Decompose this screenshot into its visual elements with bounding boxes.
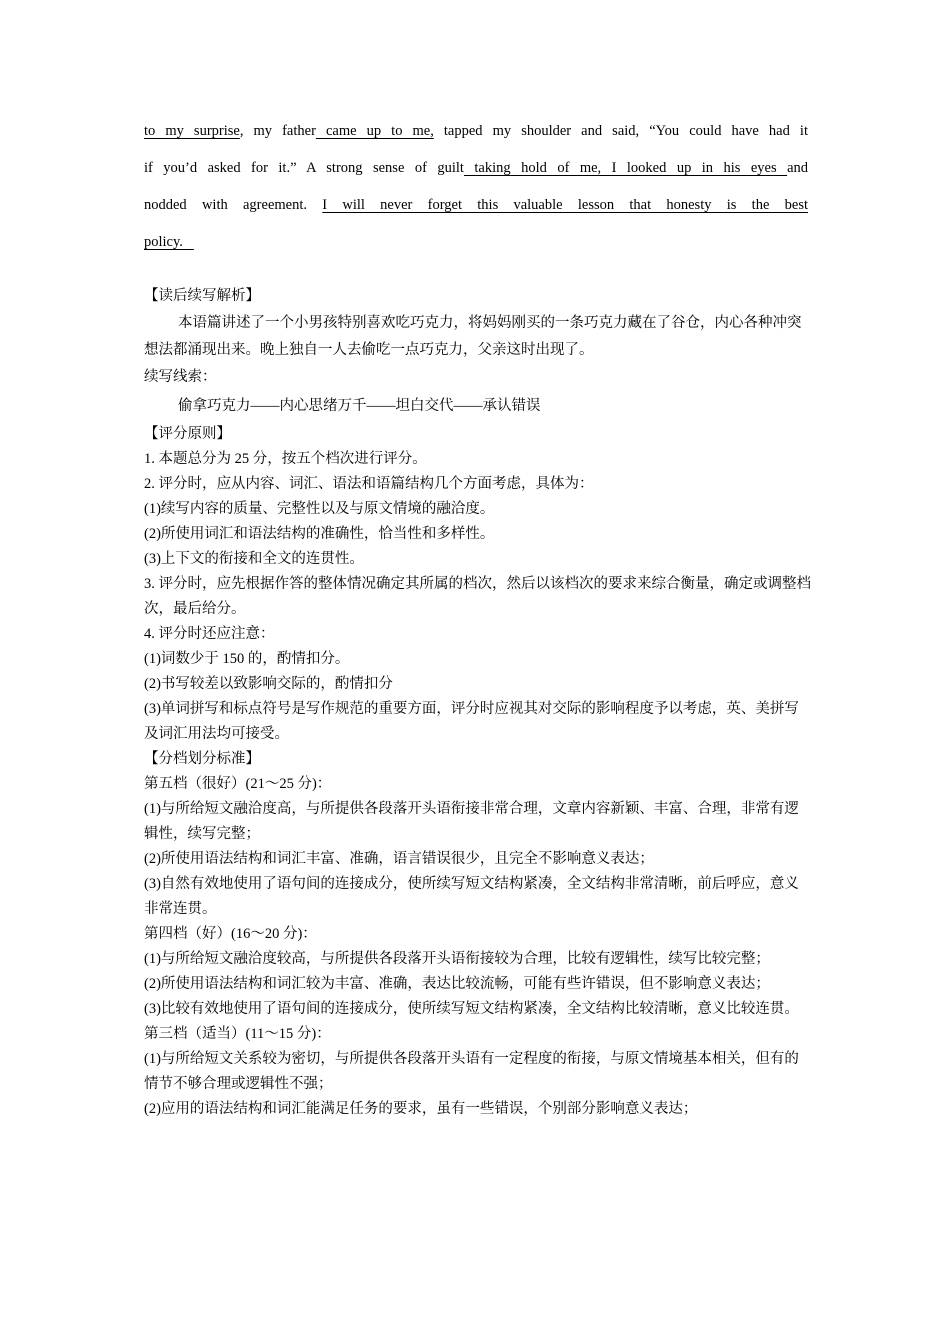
grade-criterion: (1)与所给短文融洽度高，与所提供各段落开头语衔接非常合理，文章内容新颖、丰富、合理，非常有逻辑性，续写完整； — [144, 801, 799, 842]
section-heading: 【读后续写解析】 — [144, 288, 260, 304]
underlined-phrase: to my surprise — [144, 123, 240, 139]
grade-criterion: (3)自然有效地使用了语句间的连接成分，使所续写短文结构紧凑，全文结构非常清晰，前后呼应，意义非常连贯。 — [144, 876, 799, 917]
principle-item: 4. 评分时还应注意： — [144, 626, 275, 642]
clues-label: 续写线索： — [144, 369, 217, 385]
section-heading: 【分档划分标准】 — [144, 751, 260, 767]
grade-criterion: (2)应用的语法结构和词汇能满足任务的要求，虽有一些错误，个别部分影响意义表达； — [144, 1101, 698, 1117]
principle-subitem: (3)单词拼写和标点符号是写作规范的重要方面，评分时应视其对交际的影响程度予以考虑，英、美拼写及词汇用法均可接受。 — [144, 701, 799, 742]
underlined-phrase: taking hold of me, I looked up in his eyes — [463, 160, 788, 176]
essay-continuation — [144, 113, 808, 261]
underlined-phrase: came up to me, — [315, 123, 434, 139]
essay-line — [144, 150, 808, 187]
principle-subitem: (2)所使用词汇和语法结构的准确性，恰当性和多样性。 — [144, 526, 495, 542]
section-heading: 【评分原则】 — [144, 426, 231, 442]
grade-criterion: (1)与所给短文融洽度较高，与所提供各段落开头语衔接较为合理，比较有逻辑性，续写比较完整； — [144, 951, 770, 967]
principle-item: 1. 本题总分为 25 分，按五个档次进行评分。 — [144, 451, 427, 467]
essay-text: and — [787, 160, 809, 176]
essay-line — [144, 113, 808, 150]
essay-line — [144, 187, 808, 224]
grade-criterion: (1)与所给短文关系较为密切，与所提供各段落开头语有一定程度的衔接，与原文情境基本相关，但有的情节不够合理或逻辑性不强； — [144, 1051, 799, 1092]
essay-text: if you’d asked for it.” A strong sense of guilt — [144, 160, 464, 176]
clues-text: 偷拿巧克力——内心思绪万千——坦白交代——承认错误 — [178, 398, 541, 414]
essay-text: tapped my shoulder and said, “You could have had it — [433, 123, 808, 139]
principle-subitem: (1)续写内容的质量、完整性以及与原文情境的融洽度。 — [144, 501, 495, 517]
answer-analysis — [144, 283, 812, 1122]
essay-line — [144, 224, 808, 261]
grade-criterion: (2)所使用语法结构和词汇丰富、准确，语言错误很少，且完全不影响意义表达； — [144, 851, 654, 867]
grade-criterion: (2)所使用语法结构和词汇较为丰富、准确，表达比较流畅，可能有些许错误，但不影响意义表达； — [144, 976, 770, 992]
principle-subitem: (2)书写较差以致影响交际的，酌情扣分 — [144, 676, 393, 692]
essay-text: , my father — [239, 123, 316, 139]
principle-item: 2. 评分时，应从内容、词汇、语法和语篇结构几个方面考虑，具体为： — [144, 476, 594, 492]
principle-subitem: (1)词数少于 150 的，酌情扣分。 — [144, 651, 350, 667]
grade-title: 第四档（好）(16～20 分)： — [144, 926, 317, 942]
underlined-phrase: I will never forget this valuable lesson that honesty is the best — [322, 197, 809, 213]
grade-title: 第五档（很好）(21～25 分)： — [144, 776, 332, 792]
principle-item: 3. 评分时，应先根据作答的整体情况确定其所属的档次，然后以该档次的要求来综合衡量，确定或调整档次，最后给分。 — [144, 576, 811, 617]
underlined-phrase: policy. — [144, 234, 194, 250]
essay-text: nodded with agreement. — [144, 197, 323, 213]
analysis-summary: 本语篇讲述了一个小男孩特别喜欢吃巧克力，将妈妈刚买的一条巧克力藏在了谷仓，内心各种冲突想法都涌现出来。晚上独自一人去偷吃一点巧克力，父亲这时出现了。 — [144, 315, 802, 358]
principle-subitem: (3)上下文的衔接和全文的连贯性。 — [144, 551, 364, 567]
grade-criterion: (3)比较有效地使用了语句间的连接成分，使所续写短文结构紧凑，全文结构比较清晰，意义比较连贯。 — [144, 1001, 799, 1017]
grade-title: 第三档（适当）(11～15 分)： — [144, 1026, 331, 1042]
